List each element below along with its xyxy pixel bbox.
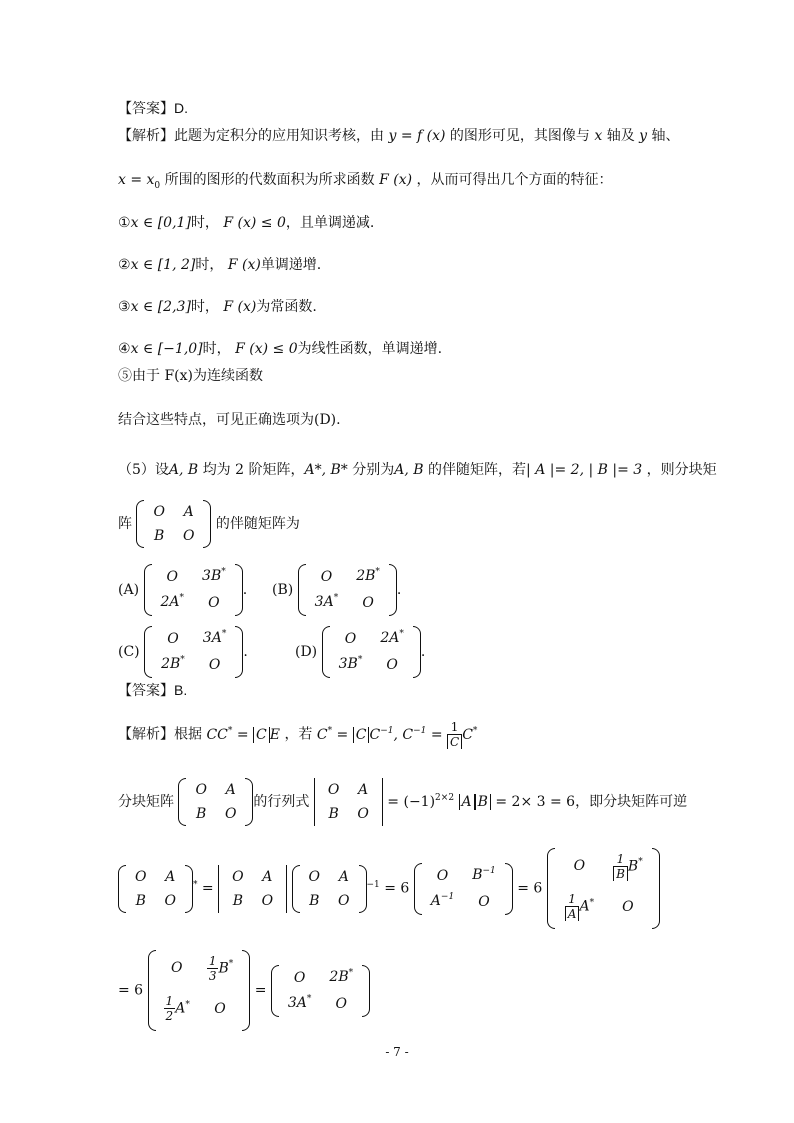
option-label: (C) [118,644,140,660]
option-matrix: O 2A* 3B* O [322,626,421,678]
subscript: 0 [154,181,161,191]
item-text: 时， [202,341,231,357]
answer-line-2 [118,680,187,701]
text: 分别为 [352,462,395,478]
item-expr2: F (x) [227,257,261,273]
text: 阵 [118,516,132,532]
text: 的伴随矩阵，若 [428,462,527,478]
text: 的伴随矩阵为 [215,516,300,532]
text: 的行列式 [253,794,310,810]
text: 轴及 [606,128,635,144]
math-y: y [639,128,648,144]
text: 均为 2 阶矩阵， [202,462,305,478]
math-x: x [594,128,603,144]
item-text2: ，且单调递减. [285,215,375,231]
conclusion-line: 结合这些特点，可见正确选项为(D). [118,412,341,428]
item-expr2: F (x) ≤ 0 [223,215,286,231]
item-expr2: F (x) ≤ 0 [235,341,298,357]
formula-inverse: C* = C $C^{-1}$, $C^{-1}$ = [316,725,448,743]
question-5-line-2 [118,500,300,548]
option-matrix: O 3B* 2A* O [144,564,243,616]
item-mark: ④ [118,341,131,357]
block-matrix: O A B O [136,500,211,548]
feature-item-5 [118,366,263,386]
item-text2: 为线性函数，单调递增. [297,341,443,357]
item-text: 时， [190,299,219,315]
option-matrix: O 2B* 3A* O [298,564,397,616]
analysis-line-2 [118,170,613,192]
option-matrix: O 3A* 2B* O [144,626,243,678]
determinant: O A B O [218,865,287,913]
block-matrix: O A B O [292,865,367,913]
feature-item-3 [118,297,317,317]
analysis2-line-3: O A B O * = O A B O O A B O $^{-1}$ = 6 O $B^{-1}$ $A^{-1}$ O = 6 O $\frac{1}{B}$ B* $\frac{1}{A}$ A* O [118,848,660,929]
math-x-x0: x = x [118,172,155,188]
answer-text: D. [174,100,188,116]
item-expr: x ∈ [−1,0] [130,341,203,357]
formula-cc: CC* = C E [206,725,280,743]
item-mark: ⑤ [118,368,132,384]
fraction-matrix: O $\frac{1}{B}$ B* $\frac{1}{A}$ A* O [547,848,660,929]
item-mark: ③ [118,299,131,315]
feature-item-1 [118,213,374,233]
item-expr2: F (x) [223,299,257,315]
text: = 2× 3 = 6 [495,794,576,810]
text: 所围的图形的代数面积为所求函数 [164,172,375,188]
exponent: 2×2 [435,793,455,803]
text: 分块矩阵 [118,794,174,810]
block-matrix: O A B O [178,778,253,826]
determinant: O A B O [314,778,383,826]
math: A*, B* [304,462,348,478]
feature-item-4 [118,339,442,359]
item-text2: 为常函数. [256,299,317,315]
option-a[interactable]: (A) O 3B* 2A* O . [118,564,247,616]
item-text: 由于 F(x)为连续函数 [132,368,263,384]
option-label: (B) [272,582,294,598]
item-text: 时， [195,257,224,273]
analysis2-line-4: = 6 O $\frac{1}{3}$ B* $\frac{1}{2}$ A* O = O 2B* 3A* O [118,950,370,1031]
page-number: - 7 - [385,1045,409,1059]
det-product: A B [459,794,491,810]
math: A, B [168,462,199,478]
inverse-matrix: O $B^{-1}$ $A^{-1}$ O [414,863,513,915]
analysis2-line-1: 【解析】根据 CC* = C E ，若 C* = C $C^{-1}$, $C^{-1}$ = $\frac{1}{C}$ C* [118,720,478,749]
text: 的图形可见，其图像与 [449,128,590,144]
option-label: (D) [295,644,318,660]
text: 此题为定积分的应用知识考核，由 [174,128,384,144]
item-text2: 单调递增. [260,257,322,273]
block-matrix: O A B O [118,865,193,913]
text: 轴、 [651,128,680,144]
option-d[interactable]: (D) O 2A* 3B* O . [295,626,425,678]
item-expr: x ∈ [0,1] [130,215,191,231]
option-b[interactable]: (B) O 2B* 3A* O . [272,564,401,616]
feature-item-2 [118,255,321,275]
question-5-line-1 [118,460,717,480]
math-Fx: F (x) [379,172,413,188]
item-mark: ② [118,257,131,273]
text: ，从而可得出几个方面的特征： [416,172,613,188]
answer-line-1 [118,98,188,119]
item-text: 时， [190,215,219,231]
text: （5）设 [118,462,169,478]
text: ，若 [284,726,313,743]
text: 根据 [174,726,202,743]
math: A, B [394,462,424,478]
answer-tag: 【答案】 [118,101,174,117]
answer-tag: 【答案】 [118,683,174,699]
option-c[interactable]: (C) O 3A* 2B* O . [118,626,248,678]
fraction: $\frac{1}{C}$ [447,720,462,749]
answer-text: B. [174,682,188,698]
result-matrix: O 2B* 3A* O [271,965,370,1017]
analysis-line-1 [118,126,680,146]
math: | A |= 2, | B |= 3 [526,462,643,478]
text: = (−1) [387,794,436,810]
fraction-matrix: O $\frac{1}{3}$ B* $\frac{1}{2}$ A* O [148,950,251,1031]
analysis2-line-2 [118,778,687,826]
option-label: (A) [118,582,140,598]
item-mark: ① [118,215,131,231]
text: ，即分块矩阵可逆 [575,794,688,810]
item-expr: x ∈ [1, 2] [130,257,196,273]
math-fx: y = f (x) [388,128,446,144]
analysis-tag: 【解析】 [118,128,174,144]
text: ，则分块矩 [646,462,717,478]
analysis-tag: 【解析】 [118,726,174,743]
item-expr: x ∈ [2,3] [130,299,191,315]
